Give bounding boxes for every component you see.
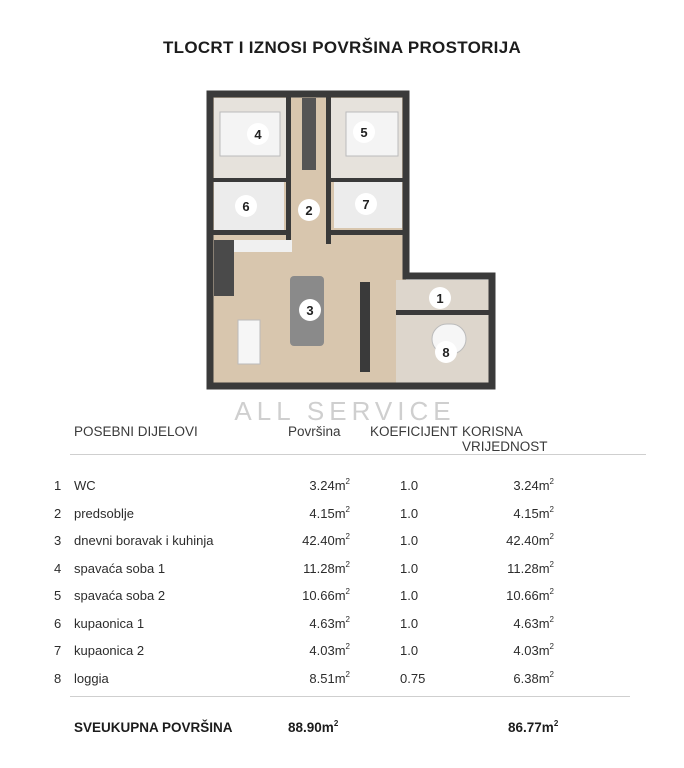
row-number: 4: [54, 560, 62, 576]
row-value: $6.38m^2$: [513, 669, 554, 686]
row-value: $4.15m^2$: [513, 504, 554, 521]
inner-wall: [331, 230, 406, 235]
page-title: TLOCRT I IZNOSI POVRŠINA PROSTORIJA: [162, 38, 522, 57]
row-name: kupaonica 1: [74, 615, 145, 631]
row-area: $11.28m^2$: [303, 559, 350, 576]
table-row: [50, 616, 610, 640]
dining-table: [238, 320, 260, 364]
kitchen-worktop: [234, 240, 292, 252]
room-number-5: 5: [360, 125, 368, 140]
row-number: 2: [54, 505, 62, 521]
row-value: $4.63m^2$: [513, 614, 554, 631]
row-name: kupaonica 2: [74, 643, 145, 658]
row-value: $3.24m^2$: [513, 477, 554, 493]
inner-wall: [210, 230, 286, 235]
row-area: $4.63m^2$: [309, 614, 350, 631]
total-divider: [70, 696, 630, 697]
row-area: $4.15m^2$: [309, 504, 350, 521]
header-name: POSEBNI DIJELOVI: [74, 424, 198, 439]
header-value: KORISNA VRIJEDNOST: [462, 424, 548, 454]
header-coef: KOEFICIJENT: [370, 424, 458, 439]
total-value: $86.77m^2$: [508, 719, 559, 735]
row-coef: 1.0: [400, 560, 419, 576]
row-name: predsoblje: [74, 505, 134, 521]
row-area: $42.40m^2$: [302, 532, 350, 548]
table-row: [50, 533, 610, 557]
row-name: loggia: [74, 670, 109, 686]
room-marker: [299, 299, 321, 321]
room-number-3: 3: [306, 303, 314, 318]
table-row: [50, 588, 610, 612]
total-label: SVEUKUPNA POVRŠINA: [74, 720, 233, 735]
row-name: spavaća soba 2: [74, 588, 166, 603]
row-number: 5: [54, 588, 62, 603]
row-number: 7: [54, 643, 62, 658]
wardrobe: [302, 98, 316, 170]
row-coef: 1.0: [400, 615, 419, 631]
room-marker: [247, 123, 269, 145]
inner-wall: [331, 178, 406, 182]
tv-unit: [360, 282, 370, 372]
row-coef: 1.0: [400, 505, 419, 521]
row-name: spavaća soba 1: [74, 560, 166, 576]
table-row: [50, 478, 610, 502]
room-number-2: 2: [305, 203, 313, 218]
row-area: $10.66m^2$: [302, 587, 350, 603]
room-marker: [353, 121, 375, 143]
inner-wall: [210, 178, 286, 182]
header-area: Površina: [288, 424, 341, 439]
room-number-4: 4: [254, 127, 262, 142]
kitchen-counter: [214, 240, 234, 296]
row-coef: 1.0: [400, 533, 419, 548]
row-coef: 1.0: [400, 588, 419, 603]
room-marker: [435, 341, 457, 363]
row-area: $8.51m^2$: [309, 669, 350, 686]
row-coef: 0.75: [400, 670, 426, 686]
table-row: [50, 643, 610, 667]
room-number-8: 8: [442, 345, 450, 360]
row-coef: 1.0: [400, 478, 419, 493]
room-marker: [235, 195, 257, 217]
inner-wall: [326, 94, 331, 244]
table-row: [50, 671, 610, 695]
row-coef: 1.0: [400, 643, 419, 658]
row-value: $42.40m^2$: [506, 532, 554, 548]
room-number-7: 7: [362, 197, 370, 212]
row-number: 1: [54, 478, 62, 493]
room-marker: [355, 193, 377, 215]
total-area: $88.90m^2$: [288, 719, 339, 735]
room-marker: [429, 287, 451, 309]
row-value: $11.28m^2$: [507, 559, 554, 576]
row-number: 8: [54, 670, 62, 686]
row-area: $3.24m^2$: [309, 477, 350, 493]
floor-plan: [206, 90, 496, 390]
watermark-logo: ALL SERVICE: [234, 396, 456, 426]
header-divider: [70, 454, 646, 455]
row-value: $10.66m^2$: [506, 587, 554, 603]
row-area: $4.03m^2$: [309, 642, 350, 658]
inner-wall: [396, 310, 492, 315]
room-number-1: 1: [436, 291, 444, 306]
row-number: 6: [54, 615, 62, 631]
table-row: [50, 506, 610, 530]
inner-wall: [286, 94, 291, 244]
row-name: dnevni boravak i kuhinja: [74, 533, 214, 548]
row-number: 3: [54, 533, 62, 548]
table-row: [50, 561, 610, 585]
row-name: WC: [74, 478, 96, 493]
room-number-6: 6: [242, 199, 250, 214]
room-marker: [298, 199, 320, 221]
row-value: $4.03m^2$: [513, 642, 554, 658]
